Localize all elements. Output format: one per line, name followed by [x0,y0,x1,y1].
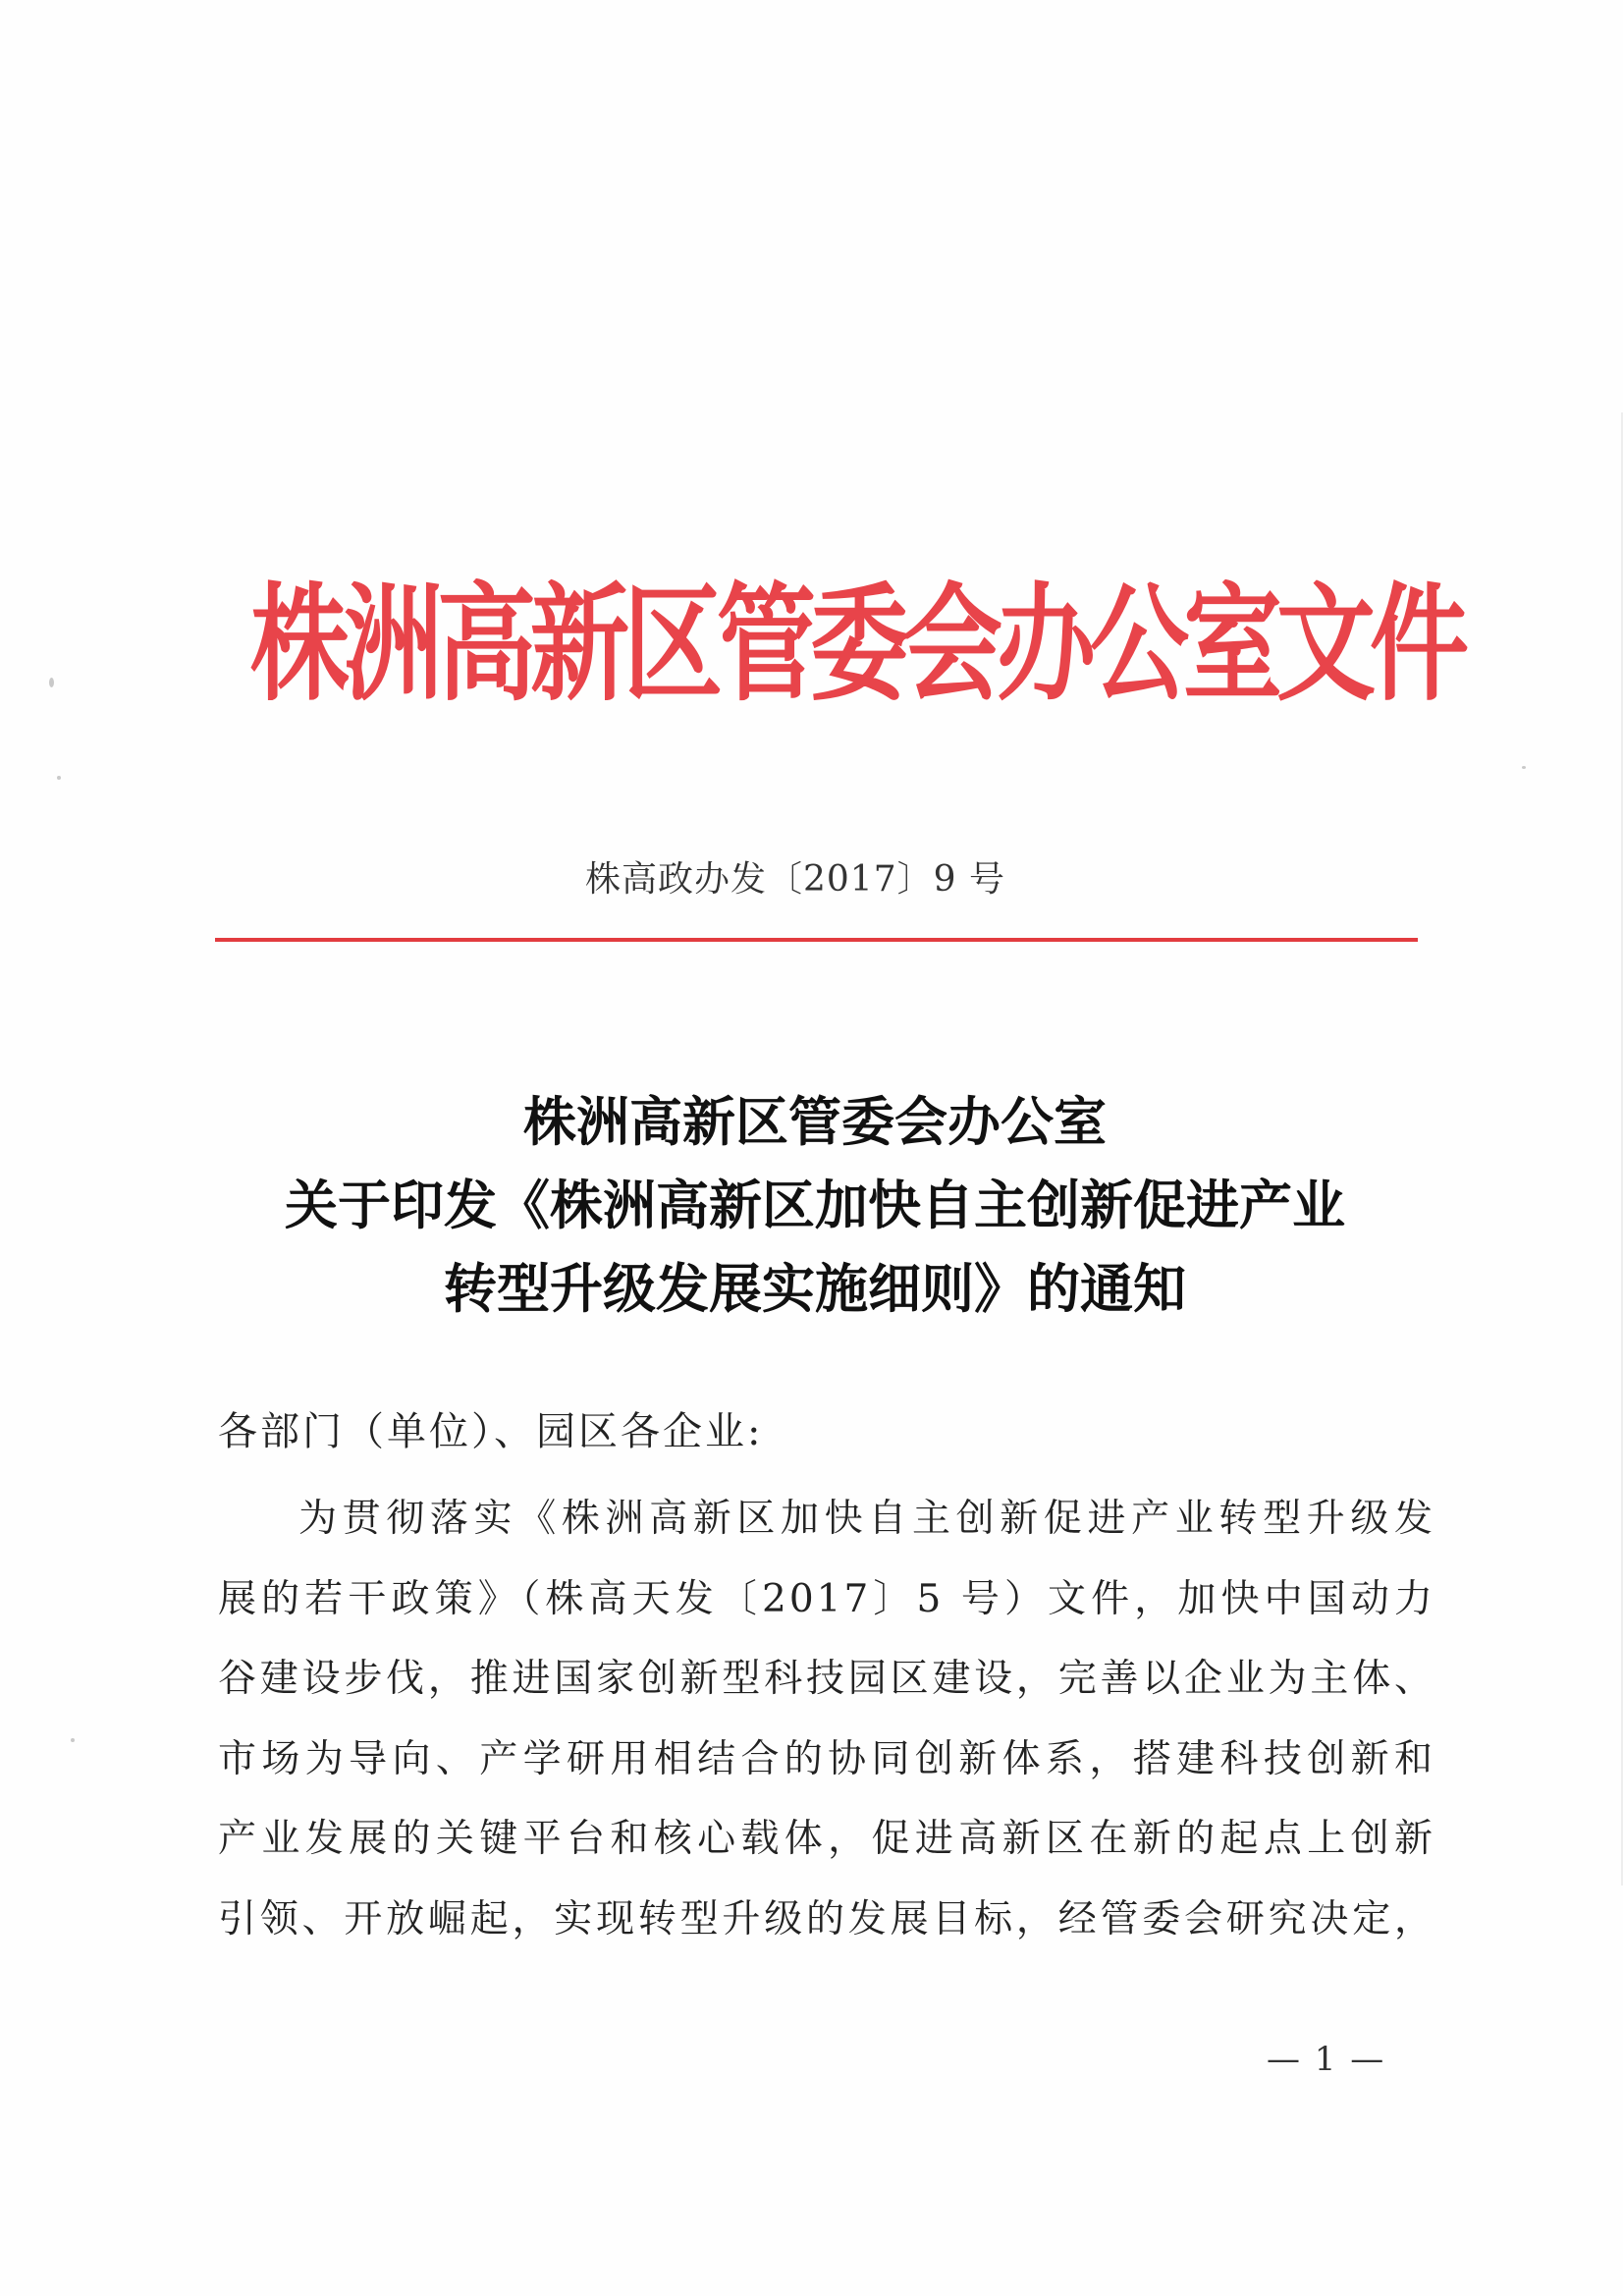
body-line: 展的若干政策》（株高天发〔2017〕5 号）文件，加快中国动力 [218,1576,1435,1621]
red-separator-line [215,938,1418,942]
body-line: 引领、开放崛起，实现转型升级的发展目标，经管委会研究决定， [218,1896,1435,1941]
notice-title-line: 关于印发《株洲高新区加快自主创新促进产业 [285,1174,1345,1236]
document-number: 株高政办发〔2017〕9 号 [585,859,1005,900]
notice-title-line: 转型升级发展实施细则》的通知 [444,1257,1186,1320]
scan-speck [57,776,61,780]
salutation: 各部门（单位）、园区各企业: [218,1409,764,1454]
notice-title-line: 株洲高新区管委会办公室 [523,1090,1107,1153]
notice-title [196,1080,1434,1331]
body-line: 市场为导向、产学研用相结合的协同创新体系，搭建科技创新和 [218,1736,1435,1781]
body-line: 谷建设步伐，推进国家创新型科技园区建设，完善以企业为主体、 [218,1657,1435,1701]
body-line: 为贯彻落实《株洲高新区加快自主创新促进产业转型升级发 [298,1497,1435,1541]
scan-speck [71,1738,75,1742]
body-line: 产业发展的关键平台和核心载体，促进高新区在新的起点上创新 [218,1817,1435,1861]
issuing-authority-header: 株洲高新区管委会办公室文件 [250,570,1464,719]
scan-speck [1522,766,1526,769]
scan-speck [49,678,54,687]
body-paragraph [218,1479,1435,1959]
page-number: — 1 — [1267,2040,1386,2079]
